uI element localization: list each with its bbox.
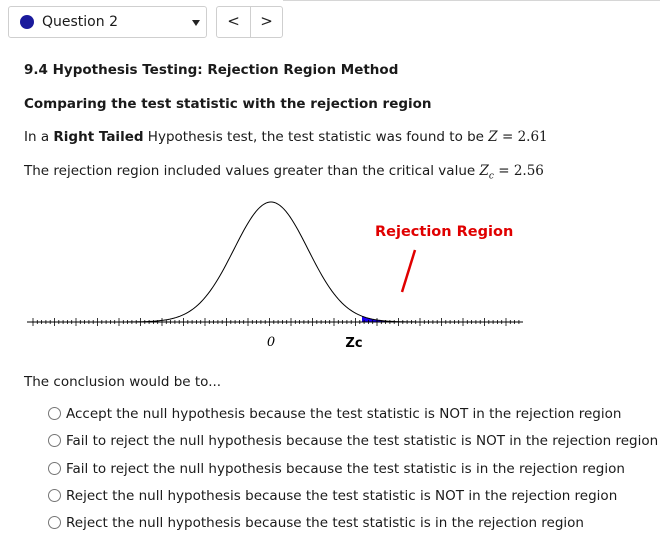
rejection-region-pointer [402,250,415,292]
radio-button[interactable] [48,462,61,475]
section-title: 9.4 Hypothesis Testing: Rejection Region Method [24,62,399,78]
answer-option-label: Fail to reject the null hypothesis because the test statistic is in the rejection region [66,461,625,477]
radio-button[interactable] [48,489,61,502]
math-value: = 2.56 [493,163,544,179]
center-tick-label: 0 [266,335,276,350]
normal-curve [30,202,520,322]
answer-option-label: Reject the null hypothesis because the test statistic is in the rejection region [66,515,584,531]
radio-button[interactable] [48,516,61,529]
math-variable: Z [479,163,489,179]
answer-option-label: Fail to reject the null hypothesis because the test statistic is NOT in the rejection region [66,433,659,449]
conclusion-prompt: The conclusion would be to... [24,374,222,390]
question-subtitle: Comparing the test statistic with the rejection region [24,96,432,112]
critical-value-tick-label: Zc [345,336,363,351]
math-value: = 2.61 [497,129,548,145]
sentence-text: Hypothesis test, the test statistic was found to be [143,129,489,145]
previous-question-button[interactable]: < [217,7,251,37]
radio-button[interactable] [48,407,61,420]
sentence-text: In a [24,129,54,145]
question-selector-label: Question 2 [42,14,118,30]
math-subscript: c [488,171,494,182]
math-variable: Z [488,129,498,145]
next-question-button[interactable]: > [260,12,273,30]
radio-button[interactable] [48,434,61,447]
sentence-text: The rejection region included values greater than the critical value [24,163,480,179]
answer-option-label: Reject the null hypothesis because the test statistic is NOT in the rejection region [66,488,618,504]
rejection-region-label: Rejection Region [375,224,514,240]
tail-type: Right Tailed [53,129,144,145]
answer-option-label: Accept the null hypothesis because the test statistic is NOT in the rejection region [66,406,622,422]
